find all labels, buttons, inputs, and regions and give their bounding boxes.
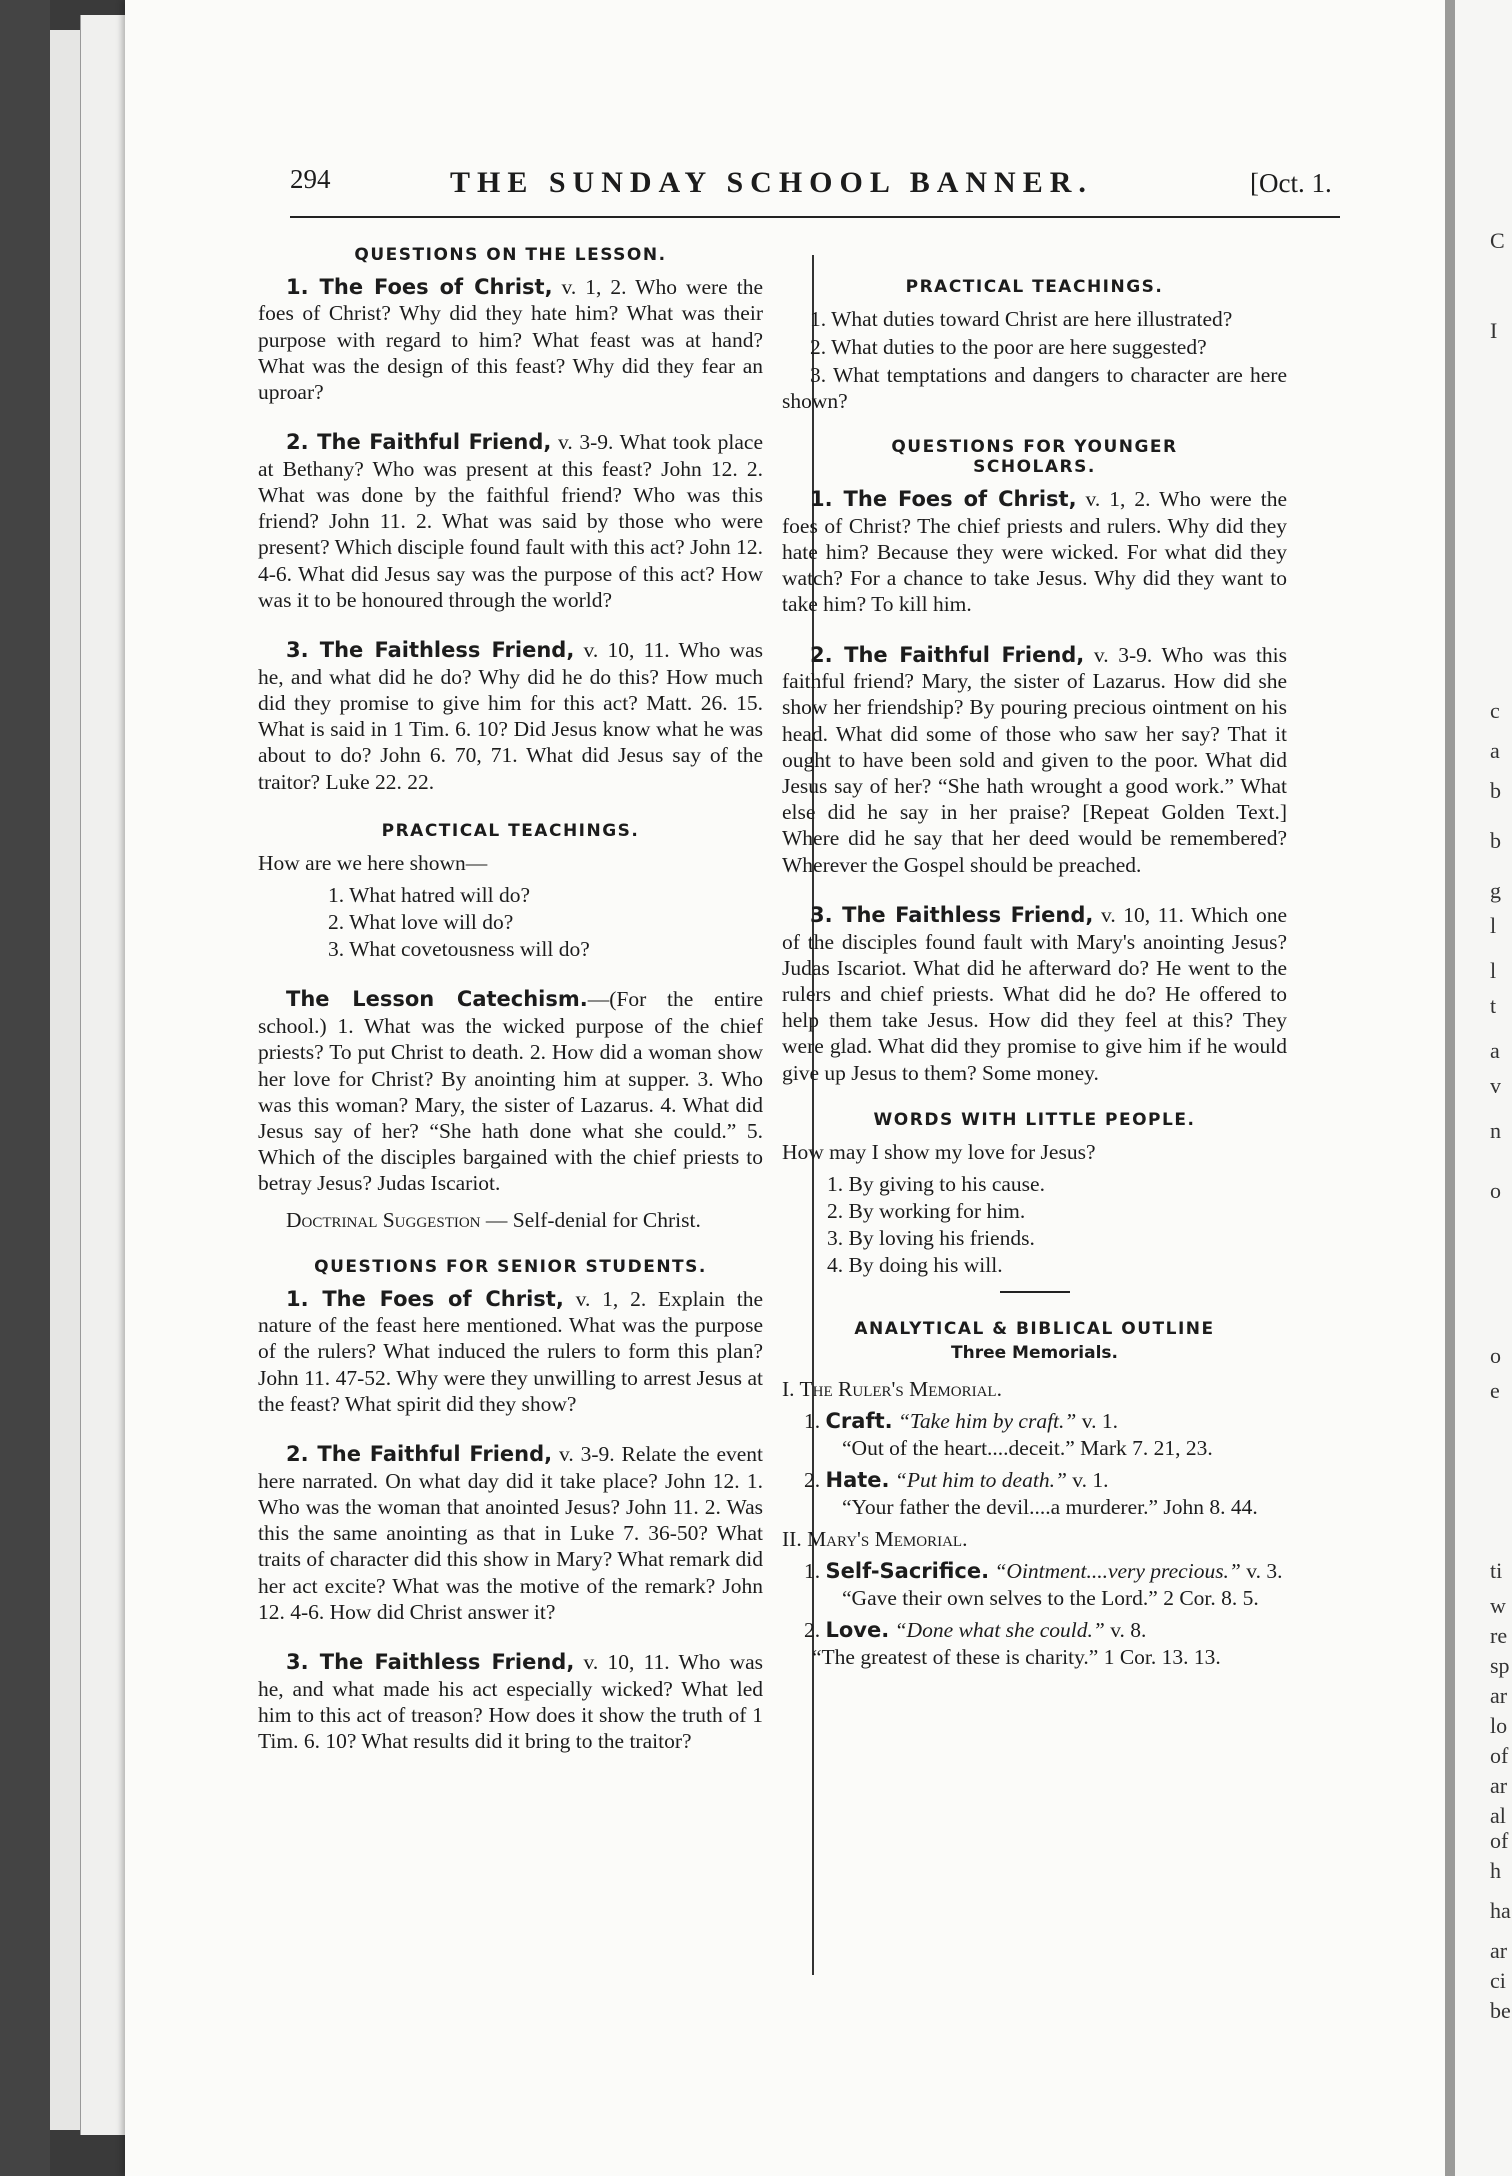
section-heading: PRACTICAL TEACHINGS.	[905, 277, 1164, 297]
facing-page-fragment: c	[1490, 698, 1500, 723]
outline-section-1: I. The Ruler's Memorial.	[782, 1377, 1002, 1402]
practical-intro: How are we here shown—	[258, 850, 488, 875]
facing-page-fragment: l	[1490, 913, 1497, 938]
list-item: 1. What hatred will do?	[328, 882, 531, 907]
section-rule	[1000, 1291, 1070, 1293]
facing-page-fragment: sp	[1490, 1653, 1510, 1678]
page-stack-edge	[80, 15, 131, 2135]
outline-entry: 2. Love. “Done what she could.” v. 8.	[804, 1618, 1147, 1643]
outline-citation: “The greatest of these is charity.” 1 Cor. 13. 13.	[812, 1644, 1221, 1669]
practical-item: 1. What duties toward Christ are here illustrated?	[810, 306, 1233, 331]
facing-page-fragment: ar	[1490, 1938, 1508, 1963]
list-item: 2. By working for him.	[827, 1199, 1026, 1224]
outline-citation: “Gave their own selves to the Lord.” 2 Cor. 8. 5.	[842, 1585, 1259, 1610]
left-column	[258, 245, 763, 1778]
outline-citation: “Your father the devil....a murderer.” John 8. 44.	[842, 1494, 1258, 1519]
header-rule	[290, 216, 1340, 218]
list-item: 3. By loving his friends.	[827, 1226, 1035, 1251]
section-heading: ANALYTICAL & BIBLICAL OUTLINE	[854, 1318, 1215, 1339]
facing-page-fragment: ar	[1490, 1773, 1508, 1798]
facing-page-fragment: ha	[1490, 1898, 1511, 1923]
facing-page-fragment: ci	[1490, 1968, 1506, 1993]
section-heading: QUESTIONS FOR YOUNGER SCHOLARS.	[891, 436, 1178, 478]
facing-page-fragment: C	[1490, 228, 1505, 253]
younger-question-2: 2. The Faithful Friend, v. 3-9. Who was this faithful friend? Mary, the sister of Lazarus. How did she show her friendship? By pouring precious ointment on his head. What did some of those who saw her say? That it ought to have been sold and given to the poor. What did Jesus say of her? “She hath wrought a good work.” What else did he say in her praise? [Repeat Golden Text.] Where did he say that her deed would be remembered? Wherever the Gospel should be preached.	[782, 642, 1288, 877]
outline-entry: 2. Hate. “Put him to death.” v. 1.	[804, 1468, 1109, 1493]
doctrinal-suggestion: Doctrinal Suggestion — Self-denial for Christ.	[286, 1207, 701, 1232]
practical-list	[258, 882, 763, 963]
book-spine	[1445, 0, 1455, 2176]
outline-entry: 1. Craft. “Take him by craft.” v. 1.	[804, 1409, 1118, 1434]
facing-page-fragment: b	[1490, 828, 1501, 853]
list-item: 1. By giving to his cause.	[827, 1171, 1045, 1196]
lesson-question-3: 3. The Faithless Friend, v. 10, 11. Who was he, and what did he do? Why did he do this? How much did they promise to give him for this act? Matt. 26. 15. What is said in 1 Tim. 6. 10? Did Jesus know what he was about to do? John 6. 70, 71. What did Jesus say of the traitor? Luke 22. 22.	[258, 638, 763, 794]
senior-question-3: 3. The Faithless Friend, v. 10, 11. Who was he, and what made his act especially wicked? What led him to this act of treason? How does it show the truth of 1 Tim. 6. 10? What results did it bring to the traitor?	[258, 1649, 763, 1753]
facing-page-fragment: lo	[1490, 1713, 1508, 1738]
outline-entry: 1. Self-Sacrifice. “Ointment....very precious.” v. 3.	[804, 1559, 1283, 1584]
list-item: 2. What love will do?	[328, 910, 514, 935]
senior-question-1: 1. The Foes of Christ, v. 1, 2. Explain the nature of the feast here mentioned. What was the purpose of the rulers? What induced the rulers to form this plan? John 11. 47-52. Why were they unwilling to arrest Jesus at the feast? What spirit did they show?	[258, 1286, 763, 1416]
section-heading: QUESTIONS ON THE LESSON.	[354, 245, 667, 265]
section-heading: QUESTIONS FOR SENIOR STUDENTS.	[314, 1256, 707, 1277]
facing-page-fragment: b	[1490, 778, 1501, 803]
facing-page-fragment: e	[1490, 1378, 1500, 1403]
facing-page-fragment: h	[1490, 1858, 1501, 1883]
facing-page-fragment: t	[1490, 993, 1497, 1018]
facing-page-fragment: re	[1490, 1623, 1508, 1648]
facing-page-fragment: a	[1490, 1038, 1500, 1063]
section-heading: PRACTICAL TEACHINGS.	[381, 820, 640, 841]
issue-date: [Oct. 1.	[1250, 168, 1332, 198]
running-title: THE SUNDAY SCHOOL BANNER.	[450, 166, 1093, 199]
list-item: 3. What covetousness will do?	[328, 937, 590, 962]
senior-question-2: 2. The Faithful Friend, v. 3-9. Relate the event here narrated. On what day did it take place? John 12. 1. Who was the woman that anointed Jesus? John 11. 2. Was this the same anointing as that in Luke 7. 36-50? What traits of character did this show in Mary? What remark did her act excite? What was the motive of the remark? John 12. 4-6. How did Christ answer it?	[258, 1442, 764, 1624]
facing-page-fragment: w	[1490, 1593, 1506, 1618]
section-heading: WORDS WITH LITTLE PEOPLE.	[873, 1109, 1196, 1130]
practical-item: 3. What temptations and dangers to character are here shown?	[782, 363, 1287, 414]
facing-page-fragment: a	[1490, 738, 1500, 763]
facing-page-fragment: of	[1490, 1743, 1509, 1768]
younger-question-1: 1. The Foes of Christ, v. 1, 2. Who were the foes of Christ? The chief priests and rulers. Why did they hate him? Because they were wicked. For what did they watch? For a chance to take Jesus. Why did they want to take him? To kill him.	[782, 487, 1287, 617]
facing-page-fragment: l	[1490, 958, 1497, 983]
lesson-question-1: 1. The Foes of Christ, v. 1, 2. Who were the foes of Christ? Why did they hate him? What was their purpose with regard to him? What feast was at hand? What was the design of this feast? Why did they fear an uproar?	[258, 274, 763, 404]
right-column	[782, 277, 1287, 1676]
facing-page-fragment: ar	[1490, 1683, 1508, 1708]
facing-page-fragment: o	[1490, 1178, 1501, 1203]
facing-page-fragment: al	[1490, 1803, 1506, 1828]
facing-page-fragment: of	[1490, 1828, 1509, 1853]
background-left	[0, 0, 50, 2176]
facing-page-fragment: ti	[1490, 1558, 1503, 1583]
page-number: 294	[290, 164, 331, 194]
outline-citation: “Out of the heart....deceit.” Mark 7. 21, 23.	[842, 1435, 1213, 1460]
facing-page-fragment: I	[1490, 318, 1498, 343]
facing-page-fragment: o	[1490, 1343, 1501, 1368]
younger-question-3: 3. The Faithless Friend, v. 10, 11. Which one of the disciples found fault with Mary's anointing Jesus? Judas Iscariot. What did he afterward do? He went to the rulers and chief priests. What did he do? He offered to help them take Jesus. How did they feel at this? They were glad. What did they promise to give him if he would give up Jesus to them? Some money.	[782, 902, 1287, 1085]
facing-page-fragment: v	[1490, 1073, 1501, 1098]
outline-subheading: Three Memorials.	[951, 1343, 1118, 1364]
lesson-catechism: The Lesson Catechism.—(For the entire school.) 1. What was the wicked purpose of the chief priests? To put Christ to death. 2. How did a woman show her love for Christ? By anointing him at supper. 3. Who was this woman? Mary, the sister of Lazarus. 4. What did Jesus say of her? “She hath done what she could.” 5. Which of the disciples bargained with the chief priests to betray Jesus? Judas Iscariot.	[258, 987, 763, 1196]
words-intro: How may I show my love for Jesus?	[782, 1139, 1096, 1164]
outline-section-2: II. Mary's Memorial.	[782, 1527, 968, 1552]
facing-page-fragment: g	[1490, 878, 1501, 903]
page-header	[290, 160, 1350, 210]
lesson-question-2: 2. The Faithful Friend, v. 3-9. What took place at Bethany? Who was present at this feast? John 12. 2. What was done by the faithful friend? Who was this friend? John 11. 2. What was said by those who were present? Which disciple found fault with this act? John 12. 4-6. What did Jesus say was the purpose of this act? How was it to be honoured through the world?	[258, 430, 764, 612]
list-item: 4. By doing his will.	[827, 1253, 1003, 1278]
words-list	[782, 1171, 1287, 1279]
practical-item: 2. What duties to the poor are here suggested?	[810, 334, 1207, 359]
facing-page-fragment: n	[1490, 1118, 1501, 1143]
facing-page-fragment: be	[1490, 1998, 1511, 2023]
